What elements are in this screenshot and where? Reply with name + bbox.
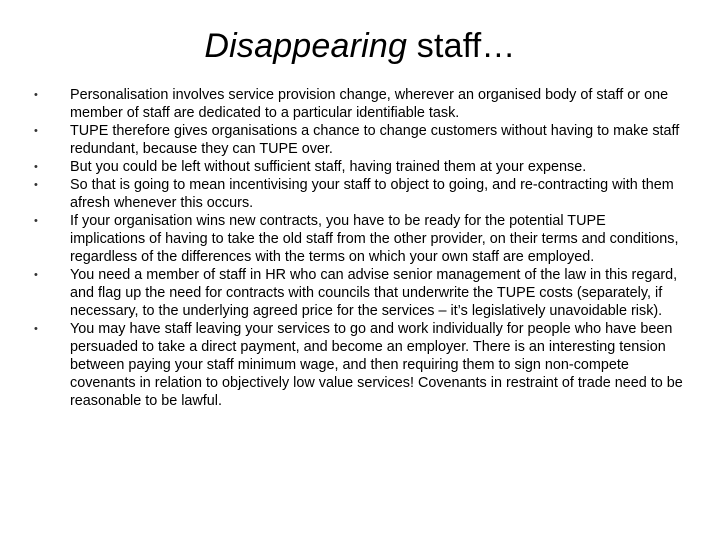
bullet-list [34,86,684,410]
bullet-item [34,320,684,410]
bullet-text: Personalisation involves service provision change, wherever an organised body of staff or one member of staff are dedicated to a particular identifiable task. [70,87,669,121]
bullet-text: You may have staff leaving your services to go and work individually for people who have been persuaded to take a direct payment, and become an employer. There is an interesting tension between paying your staff minimum wage, and then requiring them to sign non-compete covenants in relation to objectively low value services! Covenants in restraint of trade need to be reasonable to be lawful. [70,321,683,409]
slide-title-emphasis: Disappearing [204,27,408,65]
bullet-text: You need a member of staff in HR who can advise senior management of the law in this regard, and flag up the need for contracts with councils that underwrite the TUPE costs (separately, if necessary, to the underlying agreed price for the services – it’s legislatively unavoidable risk). [70,267,678,319]
bullet-item [34,122,684,158]
bullet-item [34,86,684,122]
bullet-text: So that is going to mean incentivising your staff to object to going, and re-contracting with them afresh whenever this occurs. [70,177,674,211]
bullet-icon: • [34,215,38,227]
bullet-item [34,176,684,212]
slide-title [0,24,720,68]
bullet-icon: • [34,161,38,173]
bullet-text: But you could be left without sufficient staff, having trained them at your expense. [70,159,587,175]
bullet-text: TUPE therefore gives organisations a chance to change customers without having to make staff redundant, because they can TUPE over. [70,123,680,157]
bullet-item [34,212,684,266]
bullet-icon: • [34,323,38,335]
bullet-text: If your organisation wins new contracts, you have to be ready for the potential TUPE implications of having to take the old staff from the other provider, on their terms and conditions, regardless of the differences with the terms on which your own staff are employed. [70,213,679,265]
slide-title-rest: staff… [407,27,516,65]
bullet-icon: • [34,179,38,191]
bullet-icon: • [34,269,38,281]
bullet-icon: • [34,89,38,101]
bullet-item [34,158,684,176]
bullet-item [34,266,684,320]
bullet-icon: • [34,125,38,137]
